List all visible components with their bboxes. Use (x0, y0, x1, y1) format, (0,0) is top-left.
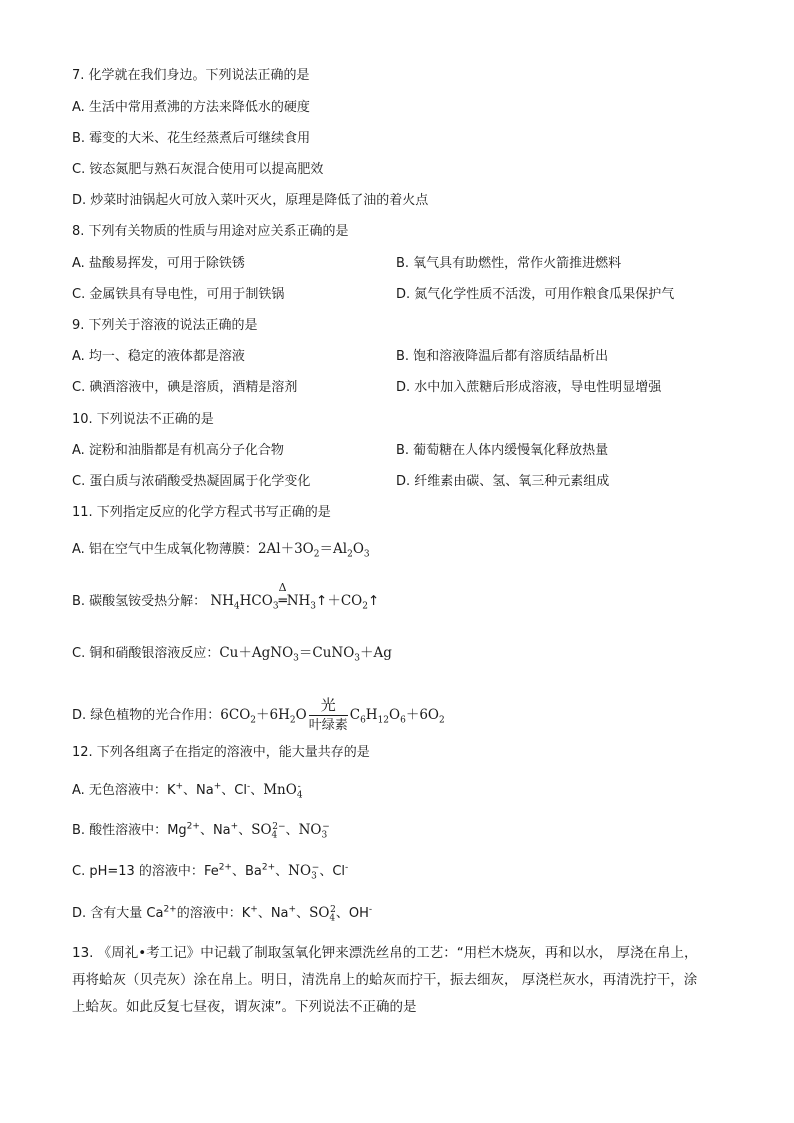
q10-option-c: C. 蛋白质与浓硝酸受热凝固属于化学变化 (72, 474, 311, 489)
q11-option-c (72, 644, 392, 663)
q7-option-c: C. 铵态氮肥与熟石灰混合使用可以提高肥效 (72, 162, 324, 177)
photosynthesis-condition: $\frac{\text{光}}{\text{叶绿素}}$ (308, 696, 348, 733)
q11-option-b (72, 581, 380, 612)
q10-option-b: B. 葡萄糖在人体内缓慢氧化释放热量 (396, 443, 609, 458)
q12-option-d-ions: K+、Na+、$SO_4^2$、OH- (241, 904, 373, 924)
q9-option-c: C. 碘酒溶液中，碘是溶质，酒精是溶剂 (72, 380, 298, 395)
q11-option-d-label: D. 绿色植物的光合作用： (72, 708, 221, 723)
q12-option-c-ions: $Fe^{2+}$、$Ba^{2+}$、$NO_3^-$、Cl- (203, 862, 349, 882)
q8-option-b: B. 氧气具有助燃性，常作火箭推进燃料 (396, 256, 622, 271)
q11-option-c-label: C. 铜和硝酸银溶液反应： (72, 646, 220, 661)
q7-option-a: A. 生活中常用煮沸的方法来降低水的硬度 (72, 100, 310, 115)
q13-passage (72, 940, 722, 1021)
q9-stem: 9. 下列关于溶液的说法正确的是 (72, 318, 258, 333)
q11-stem: 11. 下列指定反应的化学方程式书写正确的是 (72, 505, 331, 520)
q7-option-d: D. 炒菜时油锅起火可放入菜叶灭火，原理是降低了油的着火点 (72, 193, 429, 208)
q11-option-b-equation: $NH_4HCO_3$ Δ $═NH_3↑+CO_2↑$ (210, 581, 380, 612)
q13-line-3: 上蛤灰。如此反复七昼夜，谓灰涑”。下列说法不正确的是 (72, 999, 417, 1015)
q12-option-d-label: D. 含有大量 Ca (72, 906, 164, 921)
q11-option-a-equation: $2Al+3O_2=Al_2O_3$ (257, 541, 370, 560)
q8-stem: 8. 下列有关物质的性质与用途对应关系正确的是 (72, 224, 349, 239)
q8-option-d: D. 氮气化学性质不活泼，可用作粮食瓜果保护气 (396, 287, 675, 302)
q7-option-b: B. 霉变的大米、花生经蒸煮后可继续食用 (72, 131, 311, 146)
q13-line-2: 再将蛤灰（贝壳灰）涂在帛上。明日，清洗帛上的蛤灰而拧干，振去细灰， 厚浇栏灰水，再清洗拧干，涂 (72, 972, 698, 988)
q8-option-a: A. 盐酸易挥发，可用于除铁锈 (72, 256, 245, 271)
q12-option-b-ions: $Mg^{2+}$、Na+、$SO_4^{2-}$、$NO_3^-$ (167, 821, 330, 841)
q12-option-a (72, 781, 301, 800)
q12-option-a-ions: K+、Na+、Cl-、MnO$_4$- (166, 781, 303, 801)
q11-option-d (72, 696, 445, 735)
q9-option-d: D. 水中加入蔗糖后形成溶液，导电性明显增强 (396, 380, 662, 395)
q11-option-d-equation: $6CO_2+6H_2O$ $\frac{\text{光}}{\text{叶绿素}}$ $C_6H_{12}O_6+6O_2$ (220, 696, 445, 733)
q10-stem: 10. 下列说法不正确的是 (72, 412, 214, 427)
q12-option-c (72, 862, 348, 881)
q12-option-b-label: B. 酸性溶液中： (72, 823, 168, 838)
q12-option-b (72, 821, 330, 840)
q12-stem: 12. 下列各组离子在指定的溶液中，能大量共存的是 (72, 745, 370, 760)
q8-option-c: C. 金属铁具有导电性，可用于制铁锅 (72, 287, 285, 302)
q11-option-a (72, 540, 370, 559)
heating-condition: Δ ═ (278, 581, 287, 609)
q13-line-1: 13. 《周礼•考工记》中记载了制取氢氧化钾来漂洗丝帛的工艺：“用栏木烧灰，再和以水， 厚浇在帛上， (72, 945, 698, 961)
q10-option-a: A. 淀粉和油脂都是有机高分子化合物 (72, 443, 284, 458)
q11-option-c-equation: Cu＋AgNO$_3$＝CuNO$_3$＋Ag (219, 645, 392, 664)
q11-option-b-label: B. 碳酸氢铵受热分解： (72, 594, 207, 609)
q9-option-a: A. 均一、稳定的液体都是溶液 (72, 349, 245, 364)
q12-option-a-label: A. 无色溶液中： (72, 783, 167, 798)
q12-option-d-label2: 的溶液中： (176, 906, 242, 921)
q10-option-d: D. 纤维素由碳、氢、氧三种元素组成 (396, 474, 610, 489)
q12-option-c-label: C. pH=13 的溶液中： (72, 864, 204, 879)
q7-stem: 7. 化学就在我们身边。下列说法正确的是 (72, 68, 310, 83)
q12-option-d: D. 含有大量 $Ca^{2+}$的溶液中：K+、Na+、$SO_4^2$、OH- (72, 904, 373, 924)
q11-option-a-label: A. 铝在空气中生成氧化物薄膜： (72, 542, 258, 557)
q9-option-b: B. 饱和溶液降温后都有溶质结晶析出 (396, 349, 609, 364)
